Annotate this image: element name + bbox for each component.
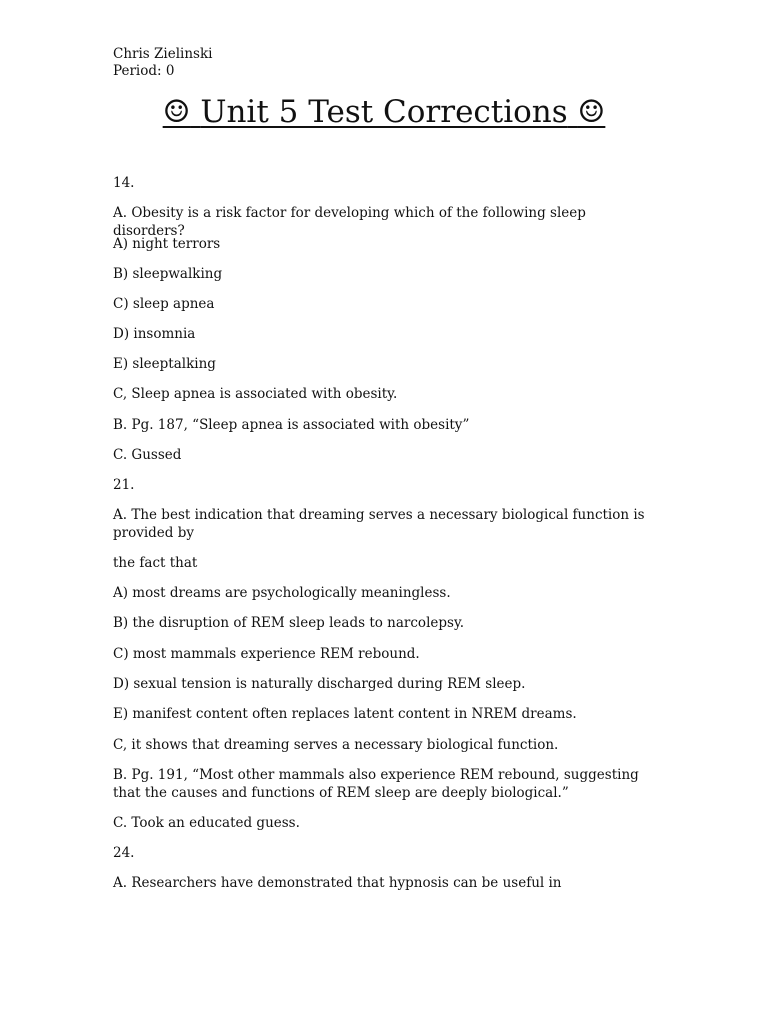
correction-answer: C, it shows that dreaming serves a necessary biological function.: [113, 737, 559, 753]
correction-reason: C. Gussed: [113, 447, 182, 463]
answer-option: C) sleep apnea: [113, 296, 215, 312]
correction-answer: C, Sleep apnea is associated with obesity.: [113, 386, 398, 402]
page-title: [0, 92, 768, 132]
title-text: Unit 5 Test Corrections: [200, 94, 568, 130]
smiley-left-icon: ☺: [162, 94, 191, 130]
smiley-right-icon: ☺: [577, 94, 606, 130]
answer-option: D) sexual tension is naturally discharged during REM sleep.: [113, 676, 526, 692]
answer-option: B) the disruption of REM sleep leads to narcolepsy.: [113, 615, 465, 631]
answer-option: B) sleepwalking: [113, 266, 223, 282]
correction-source: B. Pg. 187, “Sleep apnea is associated with obesity”: [113, 417, 470, 433]
question-text: A. The best indication that dreaming serves a necessary biological function is provided by: [113, 507, 645, 541]
answer-option: A) most dreams are psychologically meaningless.: [113, 585, 451, 601]
correction-reason: C. Took an educated guess.: [113, 815, 300, 831]
period-label: Period: 0: [113, 63, 175, 79]
answer-option: E) sleeptalking: [113, 356, 216, 372]
question-number: 21.: [113, 477, 135, 493]
answer-option: D) insomnia: [113, 326, 196, 342]
answer-option: C) most mammals experience REM rebound.: [113, 646, 420, 662]
question-text: A. Researchers have demonstrated that hypnosis can be useful in: [113, 875, 562, 891]
title-text-wrapper: [163, 94, 606, 130]
correction-source: B. Pg. 191, “Most other mammals also experience REM rebound, suggesting that the causes and functions of REM sleep are deeply biological.”: [113, 767, 639, 801]
question-number: 14.: [113, 175, 135, 191]
answer-option: A) night terrors: [113, 236, 221, 252]
question-number: 24.: [113, 845, 135, 861]
answer-option: E) manifest content often replaces latent content in NREM dreams.: [113, 706, 577, 722]
student-name: Chris Zielinski: [113, 46, 213, 62]
question-text-continued: the fact that: [113, 555, 198, 571]
question-text: A. Obesity is a risk factor for developing which of the following sleep disorders?: [113, 205, 586, 239]
